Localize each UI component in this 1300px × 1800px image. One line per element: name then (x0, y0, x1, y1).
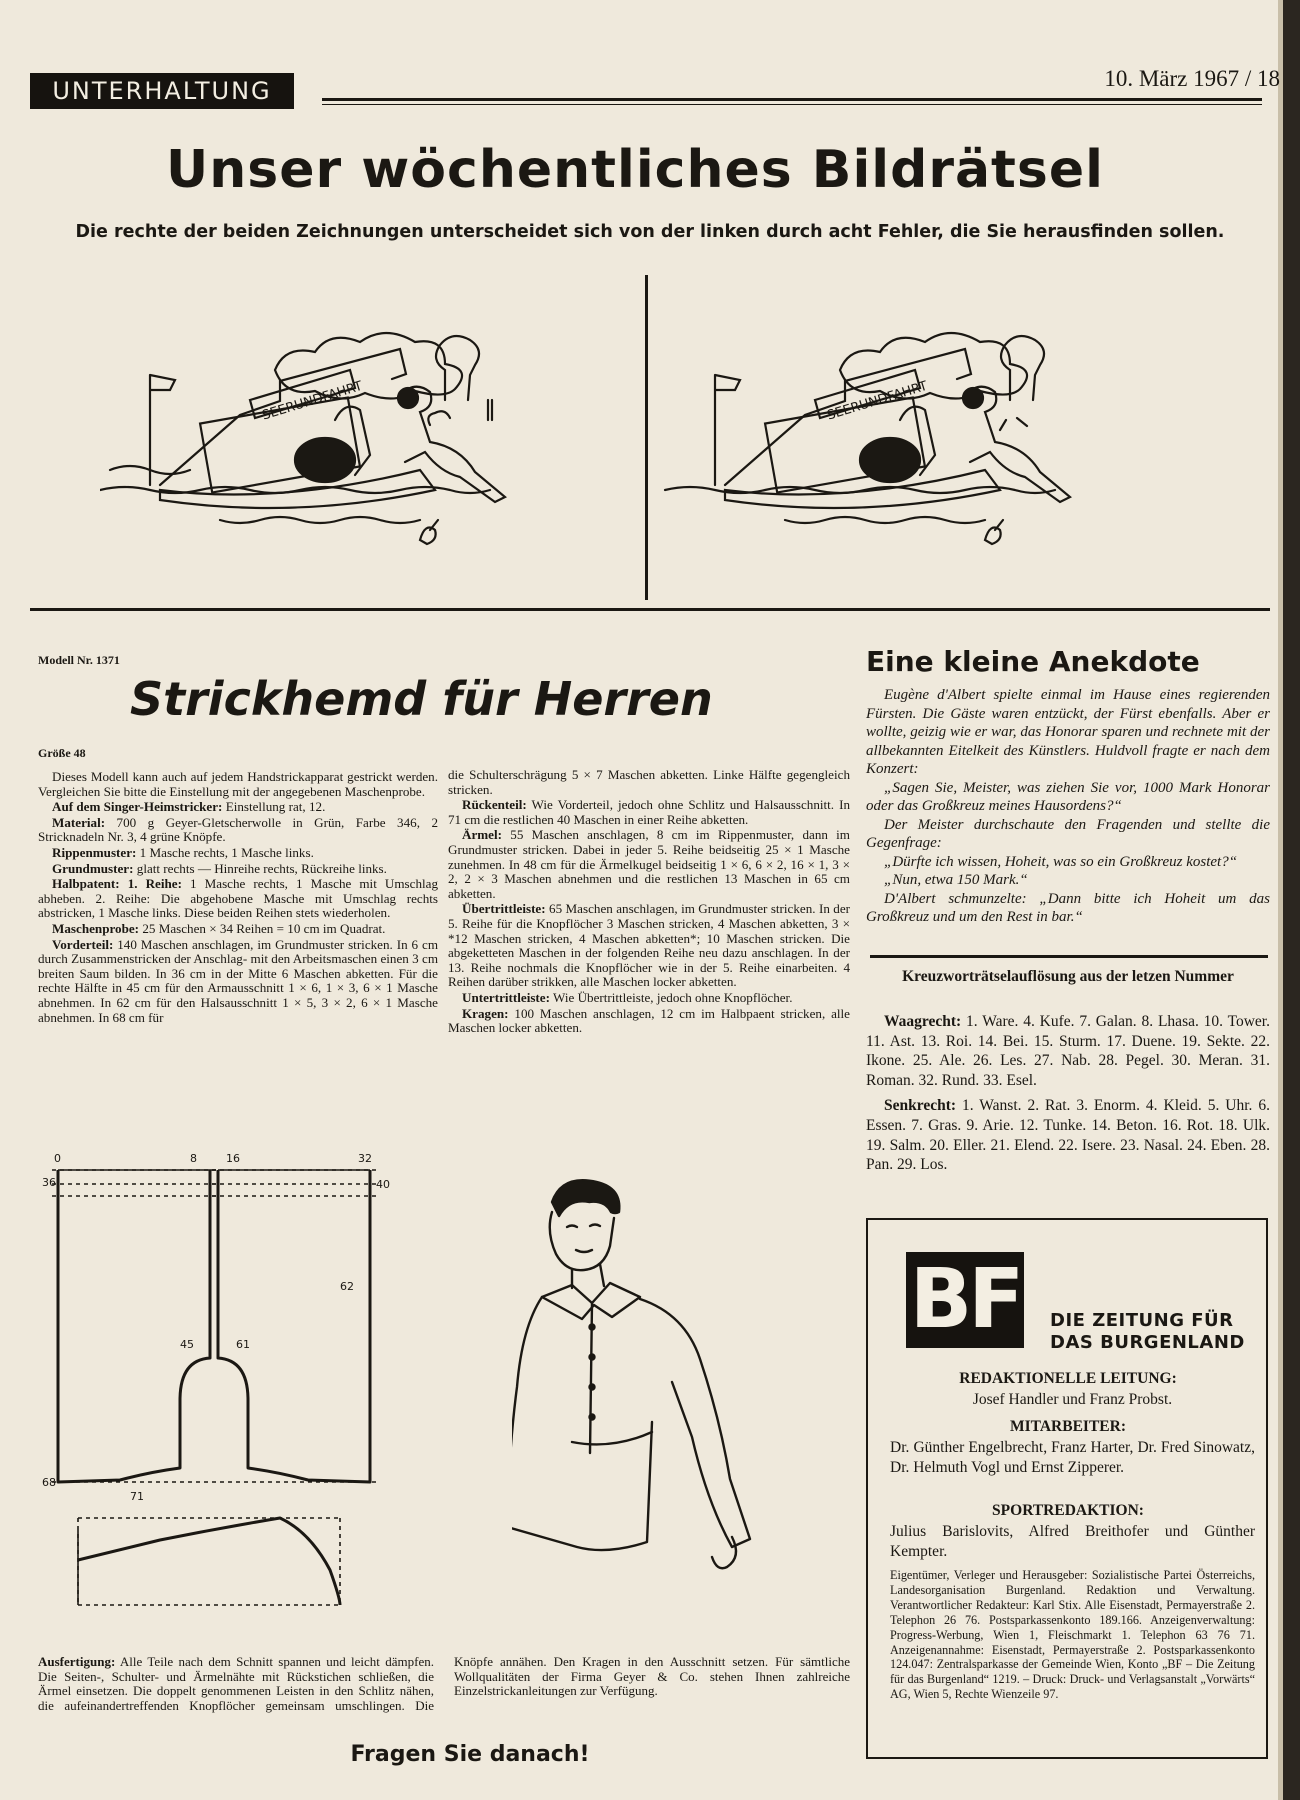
puzzle-divider (645, 275, 648, 600)
shirt-body (512, 1297, 652, 1550)
anecdote-paragraph: „Dürfte ich wissen, Hoheit, was so ein Großkreuz kostet?“ (884, 853, 1238, 870)
puzzle-instructions: Die rechte der beiden Zeichnungen unterscheidet sich von der linken durch acht Fehler, die Sie herausfinden sollen. (75, 222, 1225, 242)
boat-sign-text: SEERUNDFAHRT (260, 378, 365, 424)
diagram-measurement-label: 16 (226, 1152, 240, 1165)
diagram-measurement-label: 0 (54, 1152, 61, 1165)
back-piece-outline (218, 1170, 370, 1482)
pattern-paragraph: Vorderteil: 140 Maschen anschlagen, im Grundmuster stricken. In 6 cm durch Zusammenstricken der Anschlag- mit den Arbeitsmaschen einen 3 cm breiten Saum bilden. In 36 cm in der Mitte 6 Maschen abketten. Für die rechte Hälfte in 45 cm für den Armausschnitt 1 × 6, 1 × 3, 6 × 1 Masche abnehmen. In 62 cm für den Halsausschnitt 1 × 5, 3 × 2, 6 × 1 Masche abnehmen. In 68 cm für (38, 936, 438, 1025)
flag (150, 375, 175, 485)
boat-sign-text-right: SEERUNDFAHRT (825, 378, 930, 424)
diagram-measurement-label: 32 (358, 1152, 372, 1165)
puzzle-headline: Unser wöchentliches Bildrätsel (166, 140, 1104, 200)
hand (712, 1537, 736, 1568)
head (398, 388, 418, 408)
pattern-paragraph: Grundmuster: glatt rechts — Hinreihe rechts, Rückreihe links. (52, 860, 387, 876)
man-in-knit-shirt-illustration (512, 1172, 782, 1572)
pattern-finishing-text: Ausfertigung: Alle Teile nach dem Schnitt spannen und leicht dämpfen. Die Seiten-, Schulter- und Ärmelnähte mit Rückstichen schließen, die Ärmel einsetzen. Die doppelt genommenen Leisten in den Schlitz nähen, die aufeinandertreffenden Knopflöcher gemeinsam umschlingen. Die Knöpfe annähen. Den Kragen in den Ausschnitt setzen. Für sämtliche Wollqualitäten der Firma Geyer & Co. stehen Ihnen zahlreiche Einzelstrickanleitungen zur Verfügung. (38, 1654, 850, 1713)
imprint-legal-text: Eigentümer, Verleger und Herausgeber: Sozialistische Partei Österreichs, Landesorganisation Burgenland. Redaktion und Verwaltung. Verantwortlicher Redakteur: Karl Stix. Alle Eisenstadt, Permayerstraße 2. Telephon 26 76. Postsparkassenkonto 189.166. Anzeigenverwaltung: Progress-Werbung, Wien 1, Fleischmarkt 1. Telephon 63 76 71. Anzeigenannahme: Eisenstadt, Permayerstraße 2. Postsparkassenkonto 124.047: Zentralsparkasse der Gemeinde Wien, Konto „BF – Die Zeitung für das Burgenland“ 1219. – Druck: Druck- und Verlagsanstalt „Vorwärts“ AG, Wien 5, Rechte Wienzeile 97. (890, 1568, 1255, 1702)
diagram-measurement-label: 62 (340, 1280, 354, 1293)
down-answers: 1. Wanst. 2. Rat. 3. Enorm. 4. Kleid. 5. Uhr. 6. Essen. 7. Gras. 9. Arie. 12. Tunke. 14. Beton. 16. Rot. 18. Ulk. 19. Salm. 20. Eller. 21. Elend. 22. Isere. 23. Nasal. 24. Eben. 28. Pan. 29. Los. (866, 1097, 1271, 1174)
pattern-paragraph: Rippenmuster: 1 Masche rechts, 1 Masche links. (52, 844, 314, 860)
spot-the-difference-drawings (100, 280, 1230, 600)
bf-tagline: DIE ZEITUNG FÜR DAS BURGENLAND (1050, 1310, 1245, 1353)
anecdote-headline: Eine kleine Anekdote (866, 645, 1200, 678)
pattern-paragraph: Rückenteil: Wie Vorderteil, jedoch ohne Schlitz und Halsausschnitt. In 71 cm die restlichen 40 Maschen in einer Reihe abketten. (448, 797, 850, 827)
pattern-column-middle (448, 768, 850, 1037)
fish (420, 520, 438, 544)
crossword-solution-title: Kreuzworträtselauflösung aus der letzen Nummer (902, 968, 1234, 985)
imprint-text: Julius Barislovits, Alfred Breithofer und Günther Kempter. (890, 1523, 1255, 1560)
pattern-paragraph: Kragen: 100 Maschen anschlagen, 12 cm im Halbpaent stricken, alle Maschen locker abketten. (448, 1005, 850, 1036)
across-answers: 1. Ware. 4. Kufe. 7. Galan. 8. Lhasa. 10. Tower. 11. Ast. 13. Roi. 14. Bei. 15. Sturm. 17. Duene. 19. Sekte. 22. Ikone. 25. Ale. 26. Les. 27. Nab. 28. Pegel. 30. Meran. 31. Roman. 32. Rund. 33. Esel. (866, 1013, 1270, 1089)
imprint-heading: MITARBEITER: (1010, 1418, 1126, 1435)
pattern-paragraph: die Schulterschrägung 5 × 7 Maschen abketten. Linke Hälfte gegengleich stricken. (448, 767, 850, 797)
down-label: Senkrecht: (884, 1097, 957, 1115)
cloud (275, 333, 462, 399)
puzzle-bottom-rule (30, 608, 1270, 611)
pattern-model-number: Modell Nr. 1371 (38, 653, 120, 667)
diagram-measurement-label: 8 (190, 1152, 197, 1165)
pattern-paragraph: Material: 700 g Geyer-Gletscherwolle in Grün, Farbe 346, 2 Stricknadeln Nr. 3, 4 grüne Knöpfe. (38, 814, 438, 845)
diagram-measurement-label: 71 (130, 1490, 144, 1503)
pattern-paragraph: Maschenprobe: 25 Maschen × 34 Reihen = 10 cm im Quadrat. (52, 920, 386, 936)
pattern-paragraph: Ärmel: 55 Maschen anschlagen, 8 cm im Rippenmuster, dann im Grundmuster stricken. Dabei in jeder 5. Reihe beidseitig 25 × 1 Masche zunehmen. In 48 cm für die Ärmelkugel beidseitig 1 × 6, 6 × 2, 16 × 1, 3 × 2, 2 × 3 Maschen abnehmen und die restlichen 13 Maschen in 65 cm abketten. (448, 827, 850, 901)
imprint-text: Josef Handler und Franz Probst. (972, 1391, 1173, 1408)
diagram-measurement-label: 68 (42, 1476, 56, 1489)
hair (552, 1180, 619, 1216)
across-label: Waagrecht: (884, 1013, 962, 1030)
pattern-paragraph: Halbpatent: 1. Reihe: 1 Masche rechts, 1 Masche mit Umschlag abheben. 2. Reihe: Die abgehobene Masche mit Umschlag rechts abstricken, 1 Masche links. Diese beiden Reihen stets wiederholen. (38, 876, 438, 921)
pattern-paragraph: Dieses Modell kann auch auf jedem Handstrickapparat gestrickt werden. Vergleichen Sie bitte die Einstellung mit der angegebenen Maschenprobe. (38, 769, 438, 799)
header-rule-thin (322, 104, 1262, 105)
pattern-headline: Strickhemd für Herren (130, 672, 713, 726)
anecdote-paragraph: „Sagen Sie, Meister, was ziehen Sie vor, 1000 Mark Honorar oder das Großkreuz meines Hausordens?“ (866, 779, 1270, 814)
diagram-measurement-label: 45 (180, 1338, 194, 1351)
neck (572, 1264, 604, 1288)
diagram-measurement-label: 61 (236, 1338, 250, 1351)
sleeve-arm (640, 1299, 750, 1547)
pattern-paragraph: Übertrittleiste: 65 Maschen anschlagen, im Grundmuster stricken. In der 5. Reihe für die Knopflöcher 3 Maschen stricken, 4 Maschen abketten, 3 × *12 Maschen stricken, 4 Maschen abketten*; 10 Maschen stricken. Die abgeketteten Maschen in der folgenden Reihe neu dazu anschlagen. In der 13. Reihe nochmals die Knopflöcher wie in der 5. Reihe einarbeiten. 4 Reihen darüber strikken, alle Maschen locker abketten. (448, 901, 850, 990)
anecdote-rule (870, 955, 1268, 958)
water-waves (100, 466, 490, 493)
header-rule (322, 98, 1262, 101)
ask-for-it-slogan: Fragen Sie danach! (350, 1742, 590, 1767)
section-label: UNTERHALTUNG (30, 73, 294, 109)
front-piece-outline (58, 1170, 210, 1482)
sleeve-outline (78, 1518, 340, 1605)
pattern-column-left (38, 770, 438, 1026)
bf-logo: BF (906, 1252, 1024, 1348)
diagram-measurement-label: 36 (42, 1176, 56, 1189)
issue-date: 10. März 1967 / 18 (1104, 66, 1280, 91)
page-binding-edge (1283, 0, 1300, 1800)
diagram-measurement-label: 40 (376, 1178, 390, 1191)
imprint-heading: REDAKTIONELLE LEITUNG: (959, 1370, 1177, 1387)
puzzle-panel-left (100, 333, 505, 544)
pattern-paragraph: Auf dem Singer-Heimstricker: Einstellung rat, 12. (52, 799, 326, 815)
pattern-size: Größe 48 (38, 746, 86, 760)
puzzle-panel-right (665, 333, 1070, 544)
boat-shadow (295, 438, 355, 482)
sewing-pattern-diagrams (40, 1140, 420, 1640)
anecdote-text (866, 686, 1270, 927)
imprint-text: Dr. Günther Engelbrecht, Franz Harter, Dr. Fred Sinowatz, Dr. Helmuth Vogl und Ernst Zipperer. (890, 1439, 1255, 1476)
face (550, 1212, 614, 1270)
anecdote-paragraph: Eugène d'Albert spielte einmal im Hause eines regierenden Fürsten. Die Gäste waren entzückt, der Fürst ebenfalls. Aber er wollte, geizig wie er war, das Honorar sparen und rechnete mit der allbekannten Eitelkeit des Künstlers. Huldvoll fragte er nach dem Konzert: (866, 687, 1270, 777)
pattern-paragraph: Untertrittleiste: Wie Übertrittleiste, jedoch ohne Knopflöcher. (462, 989, 793, 1005)
imprint-heading: SPORTREDAKTION: (992, 1502, 1144, 1519)
anecdote-paragraph: Der Meister durchschaute den Fragenden und stellte die Gegenfrage: (866, 816, 1270, 851)
anecdote-paragraph: „Nun, etwa 150 Mark.“ (884, 872, 1028, 888)
anecdote-paragraph: D'Albert schmunzelte: „Dann bitte ich Hoheit um das Großkreuz und um den Rest in bar.“ (866, 890, 1270, 925)
crossword-solution (866, 1012, 1270, 1181)
